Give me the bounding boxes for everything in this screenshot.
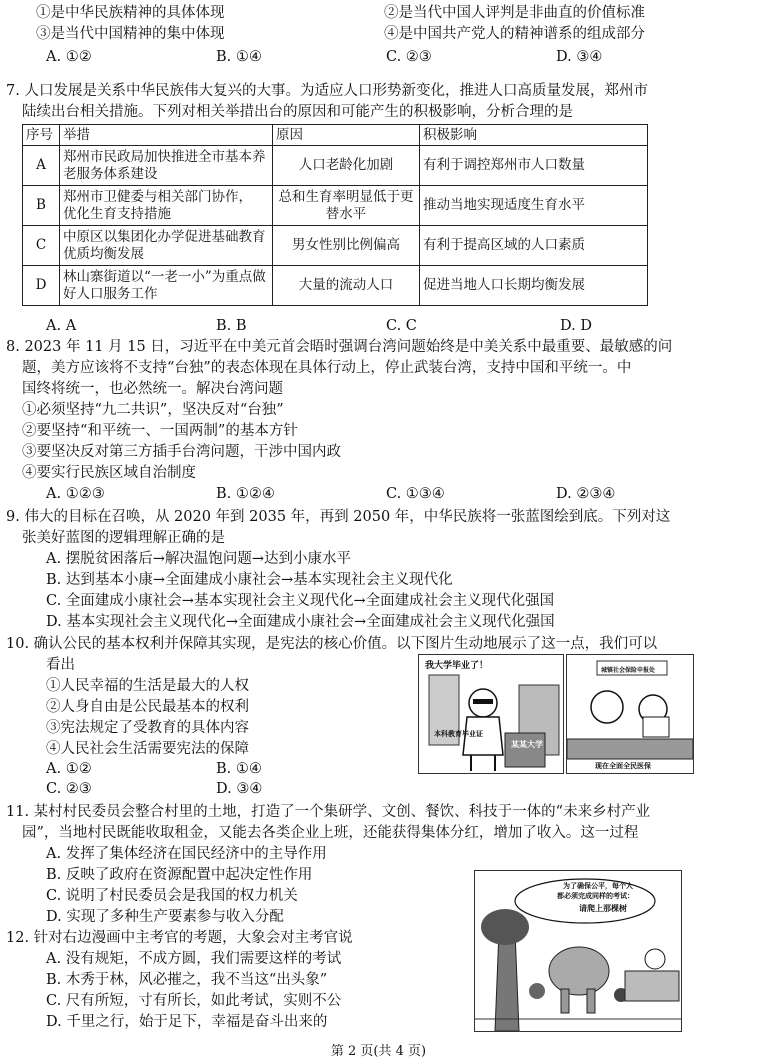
- row-measure: 郑州市民政局加快推进全市基本养老服务体系建设: [60, 146, 273, 186]
- q8-choice-b: B. ①②④: [216, 486, 275, 502]
- q11-option-b: B. 反映了政府在资源配置中起决定性作用: [46, 867, 313, 883]
- q9-option-b: B. 达到基本小康→全面建成小康社会→基本实现社会主义现代化: [46, 572, 453, 588]
- q8-choice-c: C. ①③④: [386, 486, 445, 502]
- row-measure: 中原区以集团化办学促进基础教育优质均衡发展: [60, 226, 273, 266]
- table-row: [23, 146, 648, 186]
- q10-option-2: ②人身自由是公民最基本的权利: [46, 699, 249, 715]
- q10-choice-b: B. ①④: [216, 761, 262, 777]
- q9-option-d: D. 基本实现社会主义现代化→全面建成小康社会→全面建成社会主义现代化强国: [46, 614, 555, 630]
- q8-option-3: ③要坚决反对第三方插手台湾问题，干涉中国内政: [22, 444, 341, 460]
- page-footer: 第 2 页(共 4 页): [330, 1044, 427, 1059]
- q12-bubble-line3: 请爬上那棵树: [579, 904, 627, 913]
- q6-choice-a: A. ①②: [46, 49, 92, 65]
- row-reason: 大量的流动人口: [273, 266, 420, 306]
- q10-left-bubble: 我大学毕业了！: [425, 661, 489, 671]
- q8-stem-line1: 8. 2023 年 11 月 15 日，习近平在中美元首会晤时强调台湾问题始终是中美关系中最重要、最敏感的问: [6, 339, 673, 355]
- q7-stem-line1: 7. 人口发展是关系中华民族伟大复兴的大事。为适应人口形势新变化，推进人口高质量发展，郑州市: [6, 83, 648, 99]
- header-effect: 积极影响: [420, 125, 648, 146]
- q10-stem-line1: 10. 确认公民的基本权利并保障其实现，是宪法的核心价值。以下图片生动地展示了这一点，我们可以: [6, 636, 658, 652]
- row-measure: 郑州市卫健委与相关部门协作， 优化生育支持措施: [60, 186, 273, 226]
- q12-stem: 12. 针对右边漫画中主考官的考题，大象会对主考官说: [6, 930, 353, 946]
- row-measure: 林山寨街道以“一老一小”为重点做好人口服务工作: [60, 266, 273, 306]
- row-reason: 男女性别比例偏高: [273, 226, 420, 266]
- q8-option-2: ②要坚持“和平统一、一国两制”的基本方针: [22, 423, 298, 439]
- row-id: C: [23, 226, 60, 266]
- q7-choice-c: C. C: [386, 318, 417, 334]
- q10-stem-line2: 看出: [46, 657, 75, 673]
- q8-choice-d: D. ②③④: [556, 486, 616, 502]
- q7-table: [22, 124, 648, 306]
- q9-stem-line2: 张美好蓝图的逻辑理解正确的是: [22, 530, 225, 546]
- q12-bubble-line2: 都必须完成同样的考试：: [557, 892, 634, 900]
- header-reason: 原因: [273, 125, 420, 146]
- row-id: A: [23, 146, 60, 186]
- q6-option-1: ①是中华民族精神的具体体现: [36, 5, 225, 21]
- q8-stem-line2: 题，美方应该将不支持“台独”的表态体现在具体行动上，停止武装台湾，支持中国和平统一。中: [22, 360, 632, 376]
- q6-choice-b: B. ①④: [216, 49, 262, 65]
- q10-option-4: ④人民社会生活需要宪法的保障: [46, 741, 249, 757]
- header-measure: 举措: [60, 125, 273, 146]
- q10-cartoon-caption: 现在全面全民医保: [595, 762, 651, 770]
- table-row: [23, 186, 648, 226]
- q12-option-b: B. 木秀于林，风必摧之，我不当这“出头象”: [46, 972, 328, 988]
- q12-option-c: C. 尺有所短，寸有所长，如此考试，实则不公: [46, 993, 342, 1009]
- q10-choice-a: A. ①②: [46, 761, 92, 777]
- q7-choice-a: A. A: [46, 318, 77, 334]
- table-row: [23, 266, 648, 306]
- q10-choice-c: C. ②③: [46, 781, 92, 797]
- q11-option-c: C. 说明了村民委员会是我国的权力机关: [46, 888, 298, 904]
- q9-option-a: A. 摆脱贫困落后→解决温饱问题→达到小康水平: [46, 551, 351, 567]
- q7-choice-b: B. B: [216, 318, 247, 334]
- q7-stem-line2: 陆续出台相关措施。下列对相关举措出台的原因和可能产生的积极影响，分析合理的是: [22, 104, 573, 120]
- row-reason: 人口老龄化加剧: [273, 146, 420, 186]
- row-effect: 有利于提高区域的人口素质: [420, 226, 648, 266]
- row-id: B: [23, 186, 60, 226]
- q9-stem-line1: 9. 伟大的目标在召唤，从 2020 年到 2035 年，再到 2050 年，中华民族将一张蓝图绘到底。下列对这: [6, 509, 671, 525]
- q10-cartoon-left: [418, 654, 564, 774]
- q12-cartoon: [474, 870, 682, 1032]
- header-id: 序号: [23, 125, 60, 146]
- q6-option-2: ②是当代中国人评判是非曲直的价值标准: [384, 5, 645, 21]
- q7-table-header: [23, 125, 648, 146]
- q10-choice-d: D. ③④: [216, 781, 263, 797]
- q10-cartoon-right: [566, 654, 694, 774]
- row-reason: 总和生育率明显低于更替水平: [273, 186, 420, 226]
- q12-option-a: A. 没有规矩，不成方圆，我们需要这样的考试: [46, 951, 342, 967]
- row-effect: 有利于调控郑州市人口数量: [420, 146, 648, 186]
- q11-stem-line2: 园”，当地村民既能收取租金，又能去各类企业上班，还能获得集体分红，增加了收入。这一过程: [22, 825, 639, 841]
- q10-option-3: ③宪法规定了受教育的具体内容: [46, 720, 249, 736]
- q6-option-4: ④是中国共产党人的精神谱系的组成部分: [384, 26, 645, 42]
- row-effect: 推动当地实现适度生育水平: [420, 186, 648, 226]
- table-row: [23, 226, 648, 266]
- q9-option-c: C. 全面建成小康社会→基本实现社会主义现代化→全面建成社会主义现代化强国: [46, 593, 555, 609]
- q10-option-1: ①人民幸福的生活是最大的人权: [46, 678, 249, 694]
- q6-choice-d: D. ③④: [556, 49, 603, 65]
- q10-left-cert: 本科教育毕业证: [434, 730, 483, 738]
- q8-choice-a: A. ①②③: [46, 486, 105, 502]
- q10-right-sign: 城镇社会保险申报处: [601, 667, 656, 674]
- q10-left-sign: 某某大学: [511, 740, 543, 749]
- q7-choice-d: D. D: [560, 318, 592, 334]
- row-id: D: [23, 266, 60, 306]
- graduate-illustration: [419, 655, 563, 773]
- q11-option-a: A. 发挥了集体经济在国民经济中的主导作用: [46, 846, 327, 862]
- q8-option-1: ①必须坚持“九二共识”，坚决反对“台独”: [22, 402, 284, 418]
- q11-option-d: D. 实现了多种生产要素参与收入分配: [46, 909, 284, 925]
- q8-stem-line3: 国终将统一，也必然统一。解决台湾问题: [22, 381, 283, 397]
- q6-option-3: ③是当代中国精神的集中体现: [36, 26, 225, 42]
- q6-choice-c: C. ②③: [386, 49, 432, 65]
- row-effect: 促进当地人口长期均衡发展: [420, 266, 648, 306]
- q12-bubble-line1: 为了确保公平，每个人: [563, 882, 633, 890]
- q11-stem-line1: 11. 某村村民委员会整合村里的土地，打造了一个集研学、文创、餐饮、科技于一体的“未来乡村产业: [6, 804, 651, 820]
- q12-option-d: D. 千里之行，始于足下，幸福是奋斗出来的: [46, 1014, 328, 1030]
- q8-option-4: ④要实行民族区域自治制度: [22, 465, 196, 481]
